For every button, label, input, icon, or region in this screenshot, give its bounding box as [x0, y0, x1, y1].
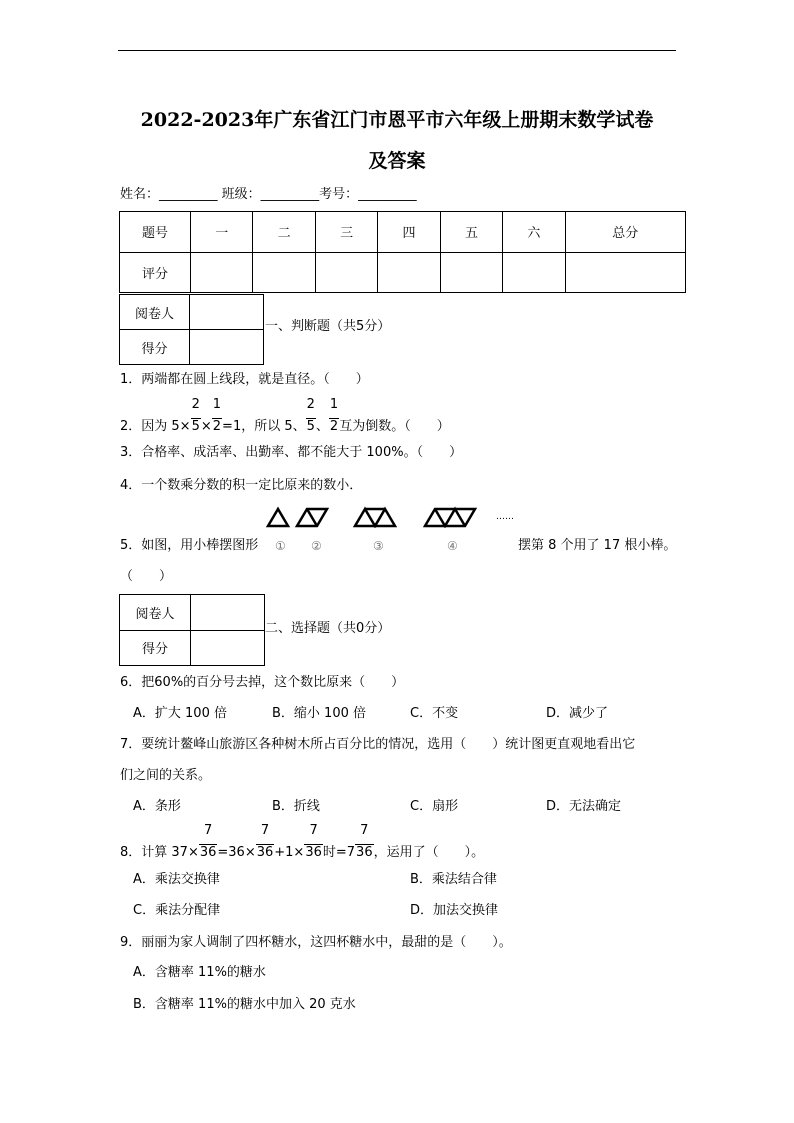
- question-4: 4．一个数乘分数的积一定比原来的数小．: [120, 478, 363, 493]
- option: A．条形: [133, 799, 181, 814]
- question-8: 8．计算 37× $\frac{7}{36}=36\times$ $\frac{7}{36}+1\times$ $\frac{7}{36}$时=7 $\frac{7}{36}$，运用了（ ）。: [120, 823, 485, 860]
- class-field: 班级：_________: [221, 187, 320, 202]
- header-cell: 五: [440, 212, 502, 253]
- option: D．加法交换律: [410, 903, 499, 918]
- option: C．乘法分配律: [133, 903, 221, 918]
- number-field: 考号：_________: [319, 187, 417, 202]
- question-7-cont: 们之间的关系。: [120, 768, 212, 783]
- option: B．折线: [272, 799, 320, 814]
- header-cell: 题号: [120, 212, 191, 253]
- figure-label: ④: [447, 539, 458, 553]
- name-field: 姓名：_________: [120, 187, 218, 202]
- grader-box-2: [119, 594, 265, 666]
- option: A．扩大 100 倍: [133, 706, 227, 721]
- option: B．乘法结合律: [410, 872, 497, 887]
- row-label: 评分: [120, 252, 191, 293]
- table-row: [120, 252, 686, 293]
- question-7: 7．要统计鳌峰山旅游区各种树木所占百分比的情况，选用（ ）统计图更直观地看出它: [120, 737, 636, 752]
- question-5-paren: （ ）: [120, 569, 173, 584]
- question-2: 2．因为 5× $\frac{2}{5}\times$ $\frac{1}{2}=1$，所以 5、 $\frac{2}{5}$、 $\frac{1}{2}$互为倒数。（ ）: [120, 397, 450, 434]
- option: D．减少了: [546, 706, 609, 721]
- score-table: [119, 211, 686, 293]
- question-6: 6．把60%的百分号去掉，这个数比原来（ ）: [120, 675, 405, 690]
- option: A．含糖率 11%的糖水: [133, 965, 266, 980]
- header-cell: 二: [253, 212, 315, 253]
- header-rule: [118, 50, 676, 51]
- section1-title: 一、判断题（共5分）: [265, 319, 391, 334]
- question-5: 5．如图，用小棒摆图形: [120, 538, 259, 553]
- title-line2: 及答案: [368, 150, 426, 172]
- option: B．含糖率 11%的糖水中加入 20 克水: [133, 997, 356, 1012]
- option: C．不变: [410, 706, 459, 721]
- question-1: 1．两端都在圆上线段，就是直径。（ ）: [120, 372, 369, 387]
- reviewer-label: 阅卷人: [120, 595, 191, 631]
- figure-label: ③: [373, 539, 384, 553]
- grader-box-1: [119, 294, 264, 365]
- question-9: 9．丽丽为家人调制了四杯糖水，这四杯糖水中，最甜的是（ ）。: [120, 935, 512, 950]
- info-line: [120, 186, 417, 204]
- header-cell: 一: [191, 212, 253, 253]
- question-3: 3．合格率、成活率、出勤率、都不能大于 100%。（ ）: [120, 445, 463, 460]
- header-cell: 三: [315, 212, 377, 253]
- header-cell: 四: [378, 212, 440, 253]
- header-cell: 六: [503, 212, 565, 253]
- option: D．无法确定: [546, 799, 622, 814]
- score-label: 得分: [120, 330, 190, 365]
- header-cell: 总分: [565, 212, 685, 253]
- section2-title: 二、选择题（共0分）: [265, 621, 391, 636]
- table-row: [120, 212, 686, 253]
- question-5-tail: 摆第 8 个用了 17 根小棒。: [518, 538, 677, 553]
- option: C．扇形: [410, 799, 459, 814]
- figure-label: ②: [311, 539, 322, 553]
- score-label: 得分: [120, 630, 191, 666]
- ellipsis: ……: [496, 512, 514, 522]
- title-line1: 2022-2023年广东省江门市恩平市六年级上册期末数学试卷: [140, 109, 654, 131]
- reviewer-label: 阅卷人: [120, 295, 190, 330]
- triangle-pattern-figure: [265, 506, 485, 528]
- option: A．乘法交换律: [133, 872, 220, 887]
- figure-label: ①: [275, 539, 286, 553]
- option: B．缩小 100 倍: [272, 706, 366, 721]
